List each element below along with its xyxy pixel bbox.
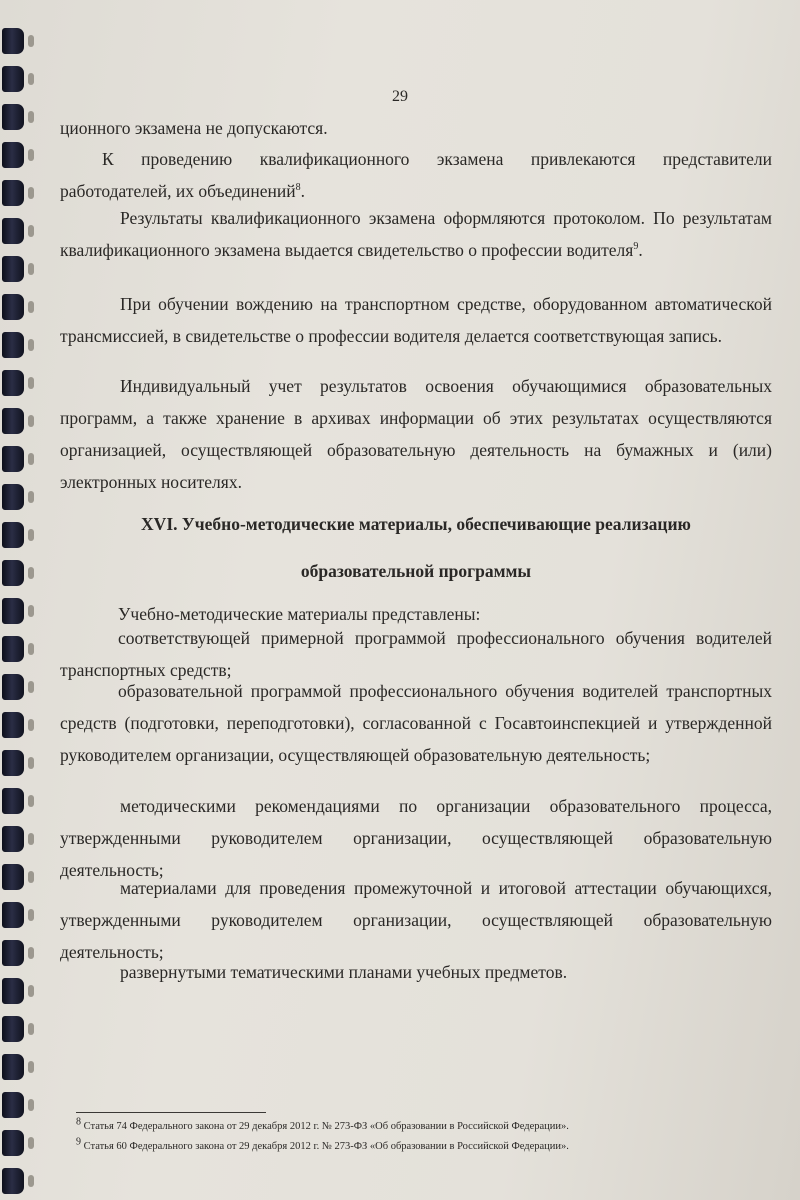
- binding-hole: [28, 1099, 34, 1111]
- binding-hole: [28, 529, 34, 541]
- binding-hole: [28, 35, 34, 47]
- paragraph: Результаты квалификационного экзамена оформляются протоколом. По результатам квалификационного экзамена выдается свидетельство о профессии водителя$^9$.: [60, 208, 772, 260]
- binding-hole: [28, 795, 34, 807]
- list-item: образовательной программой профессионального обучения водителей транспортных средств (подготовки, переподготовки), согласованной с Госавтоинспекцией и утвержденной руководителем организации, осуществляющей образовательную деятельность;: [60, 681, 772, 765]
- binding-ring: [2, 674, 24, 700]
- binding-ring: [2, 446, 24, 472]
- list-item: развернутыми тематическими планами учебных предметов.: [120, 962, 568, 982]
- binding-hole: [28, 871, 34, 883]
- page-number: 29: [392, 88, 408, 105]
- binding-ring: [2, 940, 24, 966]
- footnote-divider: [76, 1112, 266, 1113]
- binding-ring: [2, 598, 24, 624]
- paragraph: При обучении вождению на транспортном средстве, оборудованном автоматической трансмиссией, в свидетельстве о профессии водителя делается соответствующая запись.: [60, 294, 772, 346]
- binding-hole: [28, 947, 34, 959]
- binding-hole: [28, 491, 34, 503]
- binding-hole: [28, 225, 34, 237]
- binding-ring: [2, 370, 24, 396]
- binding-ring: [2, 636, 24, 662]
- spiral-binding: [0, 0, 30, 1200]
- binding-hole: [28, 681, 34, 693]
- binding-ring: [2, 408, 24, 434]
- binding-hole: [28, 149, 34, 161]
- list-item: материалами для проведения промежуточной и итоговой аттестации обучающихся, утвержденными руководителем организации, осуществляющей образовательную деятельность;: [60, 878, 772, 962]
- binding-hole: [28, 377, 34, 389]
- binding-ring: [2, 294, 24, 320]
- binding-ring: [2, 1130, 24, 1156]
- binding-ring: [2, 560, 24, 586]
- footnote: $^8$ Статья 74 Федерального закона от 29 декабря 2012 г. № 273-ФЗ «Об образовании в Российской Федерации».: [76, 1116, 569, 1132]
- paragraph: К проведению квалификационного экзамена привлекаются представители работодателей, их объединений$^8$.: [60, 149, 772, 201]
- list-item: соответствующей примерной программой профессионального обучения водителей транспортных средств;: [60, 628, 772, 680]
- binding-ring: [2, 864, 24, 890]
- binding-hole: [28, 73, 34, 85]
- binding-ring: [2, 1054, 24, 1080]
- binding-hole: [28, 1061, 34, 1073]
- footnote: $^9$ Статья 60 Федерального закона от 29 декабря 2012 г. № 273-ФЗ «Об образовании в Российской Федерации».: [76, 1136, 569, 1152]
- binding-ring: [2, 484, 24, 510]
- binding-hole: [28, 415, 34, 427]
- binding-hole: [28, 909, 34, 921]
- binding-ring: [2, 788, 24, 814]
- binding-ring: [2, 180, 24, 206]
- binding-hole: [28, 833, 34, 845]
- binding-hole: [28, 605, 34, 617]
- binding-ring: [2, 522, 24, 548]
- binding-hole: [28, 1137, 34, 1149]
- binding-ring: [2, 28, 24, 54]
- binding-ring: [2, 750, 24, 776]
- binding-hole: [28, 567, 34, 579]
- footnote-ref: 9: [633, 241, 639, 253]
- binding-ring: [2, 826, 24, 852]
- binding-hole: [28, 1023, 34, 1035]
- binding-ring: [2, 1016, 24, 1042]
- binding-ring: [2, 712, 24, 738]
- binding-hole: [28, 757, 34, 769]
- binding-hole: [28, 187, 34, 199]
- section-heading: образовательной программы: [300, 561, 532, 581]
- binding-ring: [2, 256, 24, 282]
- binding-hole: [28, 643, 34, 655]
- binding-ring: [2, 332, 24, 358]
- binding-ring: [2, 1092, 24, 1118]
- binding-hole: [28, 263, 34, 275]
- list-item: Учебно-методические материалы представлены:: [118, 604, 481, 624]
- list-item: методическими рекомендациями по организации образовательного процесса, утвержденными руководителем организации, осуществляющей образовательную деятельность;: [60, 796, 772, 880]
- binding-ring: [2, 978, 24, 1004]
- binding-ring: [2, 218, 24, 244]
- binding-ring: [2, 142, 24, 168]
- binding-hole: [28, 719, 34, 731]
- binding-ring: [2, 1168, 24, 1194]
- binding-hole: [28, 1175, 34, 1187]
- binding-ring: [2, 104, 24, 130]
- binding-hole: [28, 111, 34, 123]
- paragraph: ционного экзамена не допускаются.: [60, 118, 328, 138]
- section-heading: XVI. Учебно-методические материалы, обеспечивающие реализацию: [141, 514, 691, 534]
- footnote-ref: 8: [295, 182, 301, 194]
- binding-hole: [28, 301, 34, 313]
- binding-hole: [28, 453, 34, 465]
- paragraph: Индивидуальный учет результатов освоения обучающимися образовательных программ, а также хранение в архивах информации об этих результатах осуществляются организацией, осуществляющей образовательную деятельность на бумажных и (или) электронных носителях.: [60, 376, 772, 492]
- binding-hole: [28, 985, 34, 997]
- binding-ring: [2, 902, 24, 928]
- binding-hole: [28, 339, 34, 351]
